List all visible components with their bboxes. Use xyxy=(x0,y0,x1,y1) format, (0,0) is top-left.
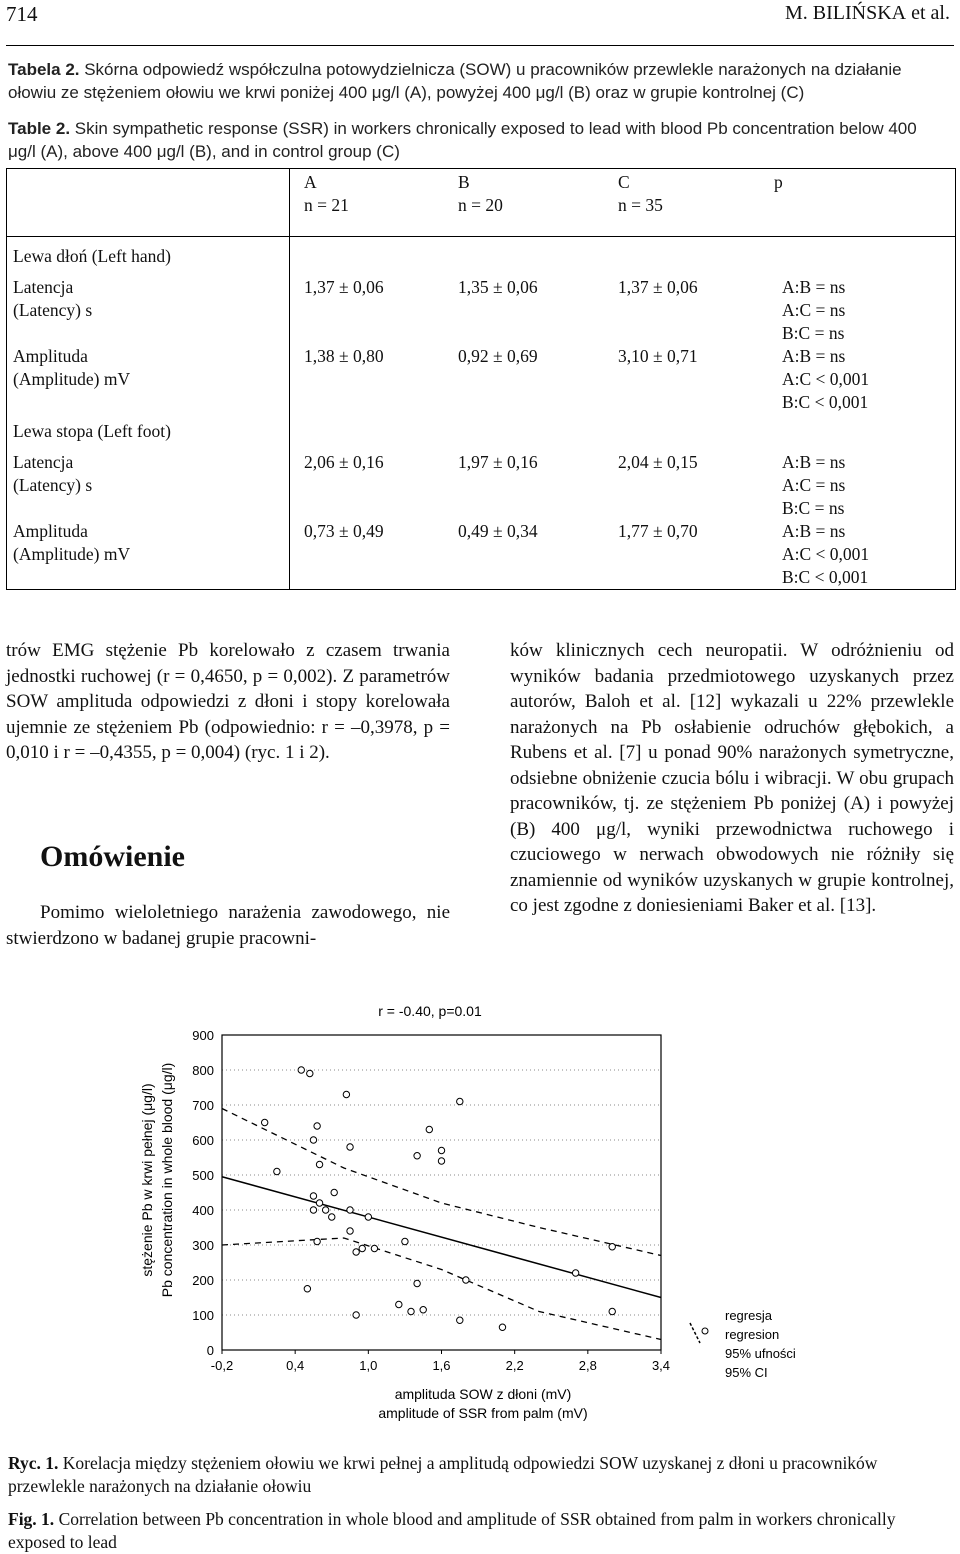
data-point xyxy=(609,1244,615,1250)
cell-b: 0,92 ± 0,69 xyxy=(458,346,538,366)
data-point xyxy=(310,1193,316,1199)
data-point xyxy=(353,1249,359,1255)
data-point xyxy=(609,1308,615,1314)
header-p: p xyxy=(768,169,956,237)
figure-caption-pl xyxy=(8,1452,948,1498)
x-axis-label-pl: amplituda SOW z dłoni (mV) xyxy=(394,1386,572,1402)
page-number: 714 xyxy=(6,2,38,26)
data-point xyxy=(314,1238,320,1244)
data-point xyxy=(414,1280,420,1286)
cell-c: 3,10 ± 0,71 xyxy=(618,346,698,366)
running-author xyxy=(785,2,950,25)
data-point xyxy=(322,1207,328,1213)
data-point xyxy=(426,1126,432,1132)
data-point xyxy=(307,1070,313,1076)
data-point xyxy=(365,1214,371,1220)
caption-text: Skórna odpowiedź współczulna potowydzielnicza (SOW) u pracowników przewlekle narażonych na działanie ołowiu ze stężeniem ołowiu we krwi poniżej 400 μg/l (A), powyżej 400 μg/l (B) oraz w grupie kontrolnej (C) xyxy=(8,60,902,102)
table-header-row xyxy=(7,169,956,237)
ci-lower-line xyxy=(222,1238,661,1340)
table-row xyxy=(7,520,956,590)
cell-b: 1,97 ± 0,16 xyxy=(458,452,538,472)
y-tick-label: 200 xyxy=(192,1273,214,1288)
x-tick-label: 3,4 xyxy=(651,1358,671,1373)
row-label: Latencja (Latency) s xyxy=(7,276,290,345)
cell-c: 1,37 ± 0,06 xyxy=(618,277,698,297)
table-row xyxy=(7,276,956,345)
data-point xyxy=(396,1301,402,1307)
data-point xyxy=(359,1245,365,1251)
cell-p: A:B = ns A:C < 0,001 B:C < 0,001 xyxy=(782,346,870,412)
y-tick-label: 100 xyxy=(192,1308,214,1323)
author-suffix: et al. xyxy=(906,2,950,24)
x-tick-label: 1,0 xyxy=(359,1358,378,1373)
body-right-paragraph: ków klinicznych cech neuropatii. W odróżnieniu od wyników badania przedmiotowego uzyskanych przez autorów, Baloh et al. [12] wykazali u 22% przewlekle narażonych na Pb osłabienie odruchów głębokich, a Rubens et al. [7] u ponad 90% narażonych symetryczne, odsiebne obniżenie czucia bólu i wibracji. W obu grupach pracowników, tj. ze stężeniem Pb poniżej (A) i powyżej (B) 400 μg/l, wyniki przewodnictwa ruchowego i czuciowego w nerwach obwodowych nie różniły się znamiennie od wyników uzyskanych w grupie kontrolnej, co jest zgodne z doniesieniami Baker et al. [13]. xyxy=(510,640,954,916)
x-tick-label: 1,6 xyxy=(432,1358,451,1373)
data-point xyxy=(310,1207,316,1213)
cell-p: A:B = ns A:C = ns B:C = ns xyxy=(782,277,846,343)
cell-a: 2,06 ± 0,16 xyxy=(304,452,384,472)
plot-area xyxy=(192,1028,670,1373)
legend-ci-en: 95% CI xyxy=(725,1365,768,1380)
y-tick-label: 800 xyxy=(192,1063,214,1078)
figcap-label: Ryc. 1. xyxy=(8,1453,59,1473)
author-initial: M. B xyxy=(785,2,827,24)
cell-a: 1,37 ± 0,06 xyxy=(304,277,384,297)
table-row xyxy=(7,345,956,414)
data-point xyxy=(457,1317,463,1323)
caption-label: Tabela 2. xyxy=(8,60,80,79)
data-point xyxy=(314,1123,320,1129)
author-surname: ILIŃSKA xyxy=(826,2,907,24)
x-axis-label-en: amplitude of SSR from palm (mV) xyxy=(378,1405,588,1421)
figcap-text: Korelacja między stężeniem ołowiu we krwi pełnej a amplitudą odpowiedzi SOW uzyskanej z dłoni u pracowników przewlekle narażonych na działanie ołowiu xyxy=(8,1453,878,1496)
figcap-text: Correlation between Pb concentration in whole blood and amplitude of SSR obtained from palm in workers chronically exposed to lead xyxy=(8,1509,896,1552)
header-group-c: C n = 35 xyxy=(612,169,768,237)
cell-b: 0,49 ± 0,34 xyxy=(458,521,538,541)
figcap-label: Fig. 1. xyxy=(8,1509,55,1529)
caption-text: Skin sympathetic response (SSR) in workers chronically exposed to lead with blood Pb concentration below 400 μg/l (A), above 400 μg/l (B), and in control group (C) xyxy=(8,119,917,161)
row-label: Amplituda (Amplitude) mV xyxy=(7,345,290,414)
scatter-chart xyxy=(0,990,960,1430)
cell-a: 0,73 ± 0,49 xyxy=(304,521,384,541)
y-tick-label: 700 xyxy=(192,1098,214,1113)
data-point xyxy=(347,1207,353,1213)
data-point xyxy=(572,1270,578,1276)
caption-label: Table 2. xyxy=(8,119,71,138)
results-table xyxy=(6,168,956,590)
data-point xyxy=(438,1147,444,1153)
y-tick-label: 900 xyxy=(192,1028,214,1043)
header-group-a: A n = 21 xyxy=(290,169,453,237)
x-tick-label: 0,4 xyxy=(286,1358,305,1373)
cell-p: A:B = ns A:C < 0,001 B:C < 0,001 xyxy=(782,521,870,587)
data-point xyxy=(408,1308,414,1314)
data-point xyxy=(463,1277,469,1283)
data-point xyxy=(438,1158,444,1164)
section-row xyxy=(7,414,956,451)
legend-ci-pl: 95% ufności xyxy=(725,1346,796,1361)
section-title: Lewa stopa (Left foot) xyxy=(7,414,290,451)
data-point xyxy=(347,1228,353,1234)
y-tick-label: 300 xyxy=(192,1238,214,1253)
data-point xyxy=(499,1324,505,1330)
x-tick-label: 2,8 xyxy=(578,1358,597,1373)
cell-a: 1,38 ± 0,80 xyxy=(304,346,384,366)
data-point xyxy=(457,1098,463,1104)
x-tick-label: 2,2 xyxy=(505,1358,524,1373)
y-axis-label-en: Pb concentration in whole blood (μg/l) xyxy=(159,1062,175,1298)
data-point xyxy=(331,1189,337,1195)
data-point xyxy=(414,1153,420,1159)
y-axis-label-pl: stężenie Pb w krwi pełnej (μg/l) xyxy=(139,1083,155,1277)
y-tick-label: 500 xyxy=(192,1168,214,1183)
cell-b: 1,35 ± 0,06 xyxy=(458,277,538,297)
legend-regresion: regresion xyxy=(725,1327,780,1342)
section-title: Lewa dłoń (Left hand) xyxy=(7,237,290,277)
section-heading: Omówienie xyxy=(40,840,185,873)
cell-c: 2,04 ± 0,15 xyxy=(618,452,698,472)
y-tick-label: 600 xyxy=(192,1133,214,1148)
section-row xyxy=(7,237,956,277)
table-caption-en xyxy=(8,117,948,163)
regression-line xyxy=(222,1177,661,1298)
data-point xyxy=(420,1307,426,1313)
data-point xyxy=(402,1238,408,1244)
data-point xyxy=(298,1067,304,1073)
chart-title: r = -0.40, p=0.01 xyxy=(378,1003,482,1019)
data-point xyxy=(329,1214,335,1220)
body-left-paragraph: trów EMG stężenie Pb korelowało z czasem trwania jednostki ruchowej (r = 0,4650, p = 0,002). Z parametrów SOW amplituda odpowiedzi z dłoni i stopy korelowała ujemnie ze stężeniem Pb (odpowiednio: r = –0,3978, p = 0,010 i r = –0,4355, p = 0,004) (ryc. 1 i 2). xyxy=(6,640,450,763)
data-point xyxy=(304,1286,310,1292)
body-left-paragraph-2: Pomimo wieloletniego narażenia zawodowego, nie stwierdzono w badanej grupie pracowni- xyxy=(6,902,450,949)
data-point xyxy=(310,1137,316,1143)
data-point xyxy=(347,1144,353,1150)
table-row xyxy=(7,451,956,520)
x-tick-label: -0,2 xyxy=(210,1358,234,1373)
data-point xyxy=(261,1119,267,1125)
plot-frame xyxy=(222,1035,661,1350)
figure-caption-en xyxy=(8,1508,948,1554)
ci-upper-line xyxy=(222,1109,661,1256)
data-point xyxy=(371,1245,377,1251)
table-caption-pl xyxy=(8,58,948,104)
y-tick-label: 0 xyxy=(206,1343,214,1358)
cell-p: A:B = ns A:C = ns B:C = ns xyxy=(782,452,846,518)
data-point xyxy=(316,1200,322,1206)
data-point xyxy=(316,1161,322,1167)
header-empty-cell xyxy=(7,169,290,237)
data-point xyxy=(353,1312,359,1318)
data-point xyxy=(343,1091,349,1097)
cell-c: 1,77 ± 0,70 xyxy=(618,521,698,541)
data-point xyxy=(274,1168,280,1174)
legend xyxy=(690,1308,796,1380)
row-label: Latencja (Latency) s xyxy=(7,451,290,520)
row-label: Amplituda (Amplitude) mV xyxy=(7,520,290,590)
y-tick-label: 400 xyxy=(192,1203,214,1218)
header-rule xyxy=(6,45,954,46)
header-group-b: B n = 20 xyxy=(452,169,612,237)
legend-regresja: regresja xyxy=(725,1308,772,1323)
